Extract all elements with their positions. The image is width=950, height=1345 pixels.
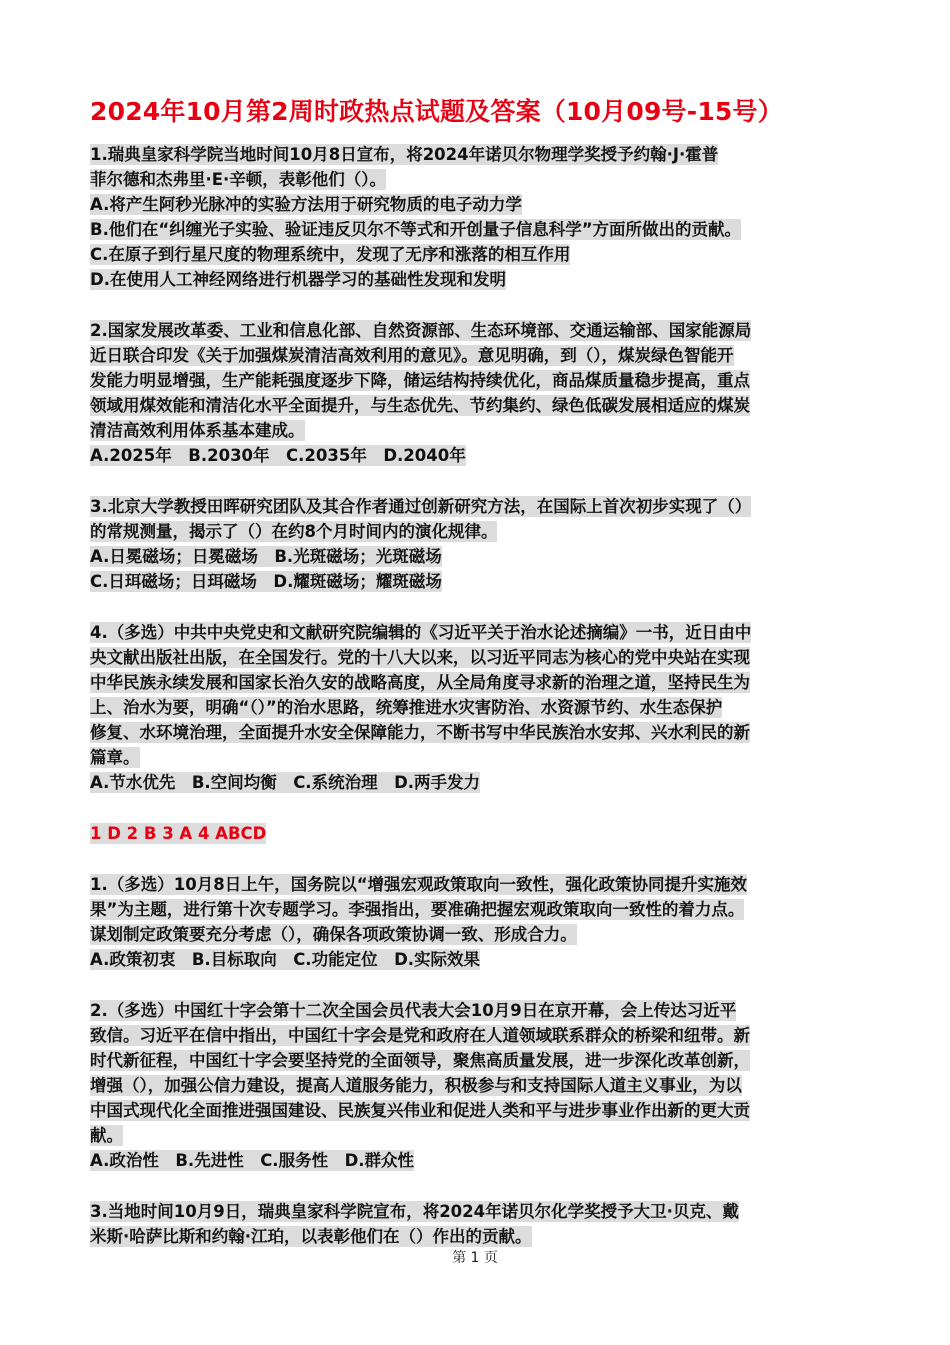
question-line-text: A.政策初衷 B.目标取向 C.功能定位 D.实际效果: [90, 950, 481, 969]
question-line: [90, 745, 862, 770]
spacer: [90, 972, 862, 998]
question-line-text: 中国式现代化全面推进强国建设、民族复兴伟业和促进人类和平与进步事业作出新的更大贡: [90, 1101, 750, 1120]
spacer: [90, 795, 862, 821]
question-line-text: 2.（多选）中国红十字会第十二次全国会员代表大会10月9日在京开幕，会上传达习近平: [90, 1001, 737, 1020]
spacer: [90, 468, 862, 494]
question-line-text: 清洁高效利用体系基本建成。: [90, 421, 305, 440]
question-line-text: A.政治性 B.先进性 C.服务性 D.群众性: [90, 1151, 415, 1170]
question-line-text: 米斯·哈萨比斯和约翰·江珀，以表彰他们在（）作出的贡献。: [90, 1227, 532, 1246]
question-line: [90, 922, 862, 947]
question-line: [90, 1023, 862, 1048]
question-line-text: 果”为主题，进行第十次专题学习。李强指出，要准确把握宏观政策取向一致性的着力点。: [90, 900, 745, 919]
question-line-text: 2.国家发展改革委、工业和信息化部、自然资源部、生态环境部、交通运输部、国家能源局: [90, 321, 752, 340]
question-block: [90, 872, 862, 972]
question-line-text: 时代新征程，中国红十字会要坚持党的全面领导，聚焦高质量发展，进一步深化改革创新，: [90, 1051, 750, 1070]
document-title: 2024年10月第2周时政热点试题及答案（10月09号-15号）: [90, 97, 783, 126]
question-line: [90, 393, 862, 418]
question-line: [90, 217, 862, 242]
question-line: [90, 494, 862, 519]
page-number: 第 1 页: [452, 1250, 498, 1266]
question-line: [90, 1148, 862, 1173]
question-line: [90, 569, 862, 594]
question-line: [90, 1073, 862, 1098]
question-line: [90, 544, 862, 569]
spacer: [90, 846, 862, 872]
question-line-text: 菲尔德和杰弗里·E·辛顿，表彰他们（）。: [90, 170, 387, 189]
question-block: [90, 620, 862, 795]
question-line-text: 1.瑞典皇家科学院当地时间10月8日宣布，将2024年诺贝尔物理学奖授予约翰·J·霍普: [90, 145, 719, 164]
question-line-text: B.他们在“纠缠光子实验、验证违反贝尔不等式和开创量子信息科学”方面所做出的贡献。: [90, 220, 742, 239]
question-line-text: 上、治水为要，明确“（）”的治水思路，统筹推进水灾害防治、水资源节约、水生态保护: [90, 698, 723, 717]
question-line: [90, 167, 862, 192]
question-line-text: 增强（），加强公信力建设，提高人道服务能力，积极参与和支持国际人道主义事业，为以: [90, 1076, 742, 1095]
question-line-text: 4.（多选）中共中央党史和文献研究院编辑的《习近平关于治水论述摘编》一书，近日由中: [90, 623, 752, 642]
question-line: [90, 242, 862, 267]
question-line-text: 3.当地时间10月9日，瑞典皇家科学院宣布，将2024年诺贝尔化学奖授予大卫·贝克、戴: [90, 1202, 739, 1221]
question-line-text: A.日冕磁场；日冕磁场 B.光斑磁场；光斑磁场: [90, 547, 442, 566]
question-line: [90, 192, 862, 217]
question-line: [90, 1199, 862, 1224]
question-line: [90, 645, 862, 670]
question-line: [90, 947, 862, 972]
question-line: [90, 720, 862, 745]
question-line: [90, 443, 862, 468]
question-line-text: C.日珥磁场；日珥磁场 D.耀斑磁场；耀斑磁场: [90, 572, 442, 591]
spacer: [90, 292, 862, 318]
question-line: [90, 695, 862, 720]
question-line-text: 近日联合印发《关于加强煤炭清洁高效利用的意见》。意见明确，到（），煤炭绿色智能开: [90, 346, 734, 365]
question-block: [90, 1199, 862, 1249]
question-line: [90, 872, 862, 897]
question-line-text: 发能力明显增强，生产能耗强度逐步下降，储运结构持续优化，商品煤质量稳步提高，重点: [90, 371, 750, 390]
question-line: [90, 368, 862, 393]
question-line: [90, 142, 862, 167]
question-block: [90, 998, 862, 1173]
question-line-text: A.将产生阿秒光脉冲的实验方法用于研究物质的电子动力学: [90, 195, 522, 214]
question-block: [90, 318, 862, 468]
question-line-text: 央文献出版社出版，在全国发行。党的十八大以来，以习近平同志为核心的党中央站在实现: [90, 648, 750, 667]
question-line: [90, 343, 862, 368]
question-line: [90, 1224, 862, 1249]
question-line-text: 篇章。: [90, 748, 140, 767]
spacer: [90, 594, 862, 620]
question-line-text: C.在原子到行星尺度的物理系统中，发现了无序和涨落的相互作用: [90, 245, 571, 264]
question-line: [90, 998, 862, 1023]
spacer: [90, 1173, 862, 1199]
question-line-text: 1.（多选）10月8日上午，国务院以“增强宏观政策取向一致性，强化政策协同提升实施效: [90, 875, 748, 894]
question-line: [90, 620, 862, 645]
question-line: [90, 519, 862, 544]
question-line-text: A.2025年 B.2030年 C.2035年 D.2040年: [90, 446, 466, 465]
question-line-text: 修复、水环境治理，全面提升水安全保障能力，不断书写中华民族治水安邦、兴水利民的新: [90, 723, 750, 742]
question-line: [90, 770, 862, 795]
question-section-2: [90, 872, 862, 1275]
question-line: [90, 318, 862, 343]
answer-key: [90, 821, 862, 846]
question-line: [90, 418, 862, 443]
question-block: [90, 142, 862, 292]
question-line-text: 谋划制定政策要充分考虑（），确保各项政策协调一致、形成合力。: [90, 925, 577, 944]
question-line-text: 致信。习近平在信中指出，中国红十字会是党和政府在人道领域联系群众的桥梁和纽带。新: [90, 1026, 750, 1045]
question-line-text: 中华民族永续发展和国家长治久安的战略高度，从全局角度寻求新的治理之道，坚持民生为: [90, 673, 750, 692]
question-line: [90, 267, 862, 292]
question-line-text: 献。: [90, 1126, 123, 1145]
question-line: [90, 670, 862, 695]
question-line: [90, 1098, 862, 1123]
question-line: [90, 1048, 862, 1073]
question-block: [90, 494, 862, 594]
question-section-1: [90, 142, 862, 821]
question-line-text: A.节水优先 B.空间均衡 C.系统治理 D.两手发力: [90, 773, 481, 792]
question-line-text: D.在使用人工神经网络进行机器学习的基础性发现和发明: [90, 270, 506, 289]
question-line: [90, 897, 862, 922]
question-line-text: 的常规测量，揭示了（）在约8个月时间内的演化规律。: [90, 522, 498, 541]
answer-key-text: 1 D 2 B 3 A 4 ABCD: [90, 824, 267, 843]
question-line: [90, 1123, 862, 1148]
question-line-text: 3.北京大学教授田晖研究团队及其合作者通过创新研究方法，在国际上首次初步实现了（）: [90, 497, 752, 516]
question-line-text: 领域用煤效能和清洁化水平全面提升，与生态优先、节约集约、绿色低碳发展相适应的煤炭: [90, 396, 750, 415]
